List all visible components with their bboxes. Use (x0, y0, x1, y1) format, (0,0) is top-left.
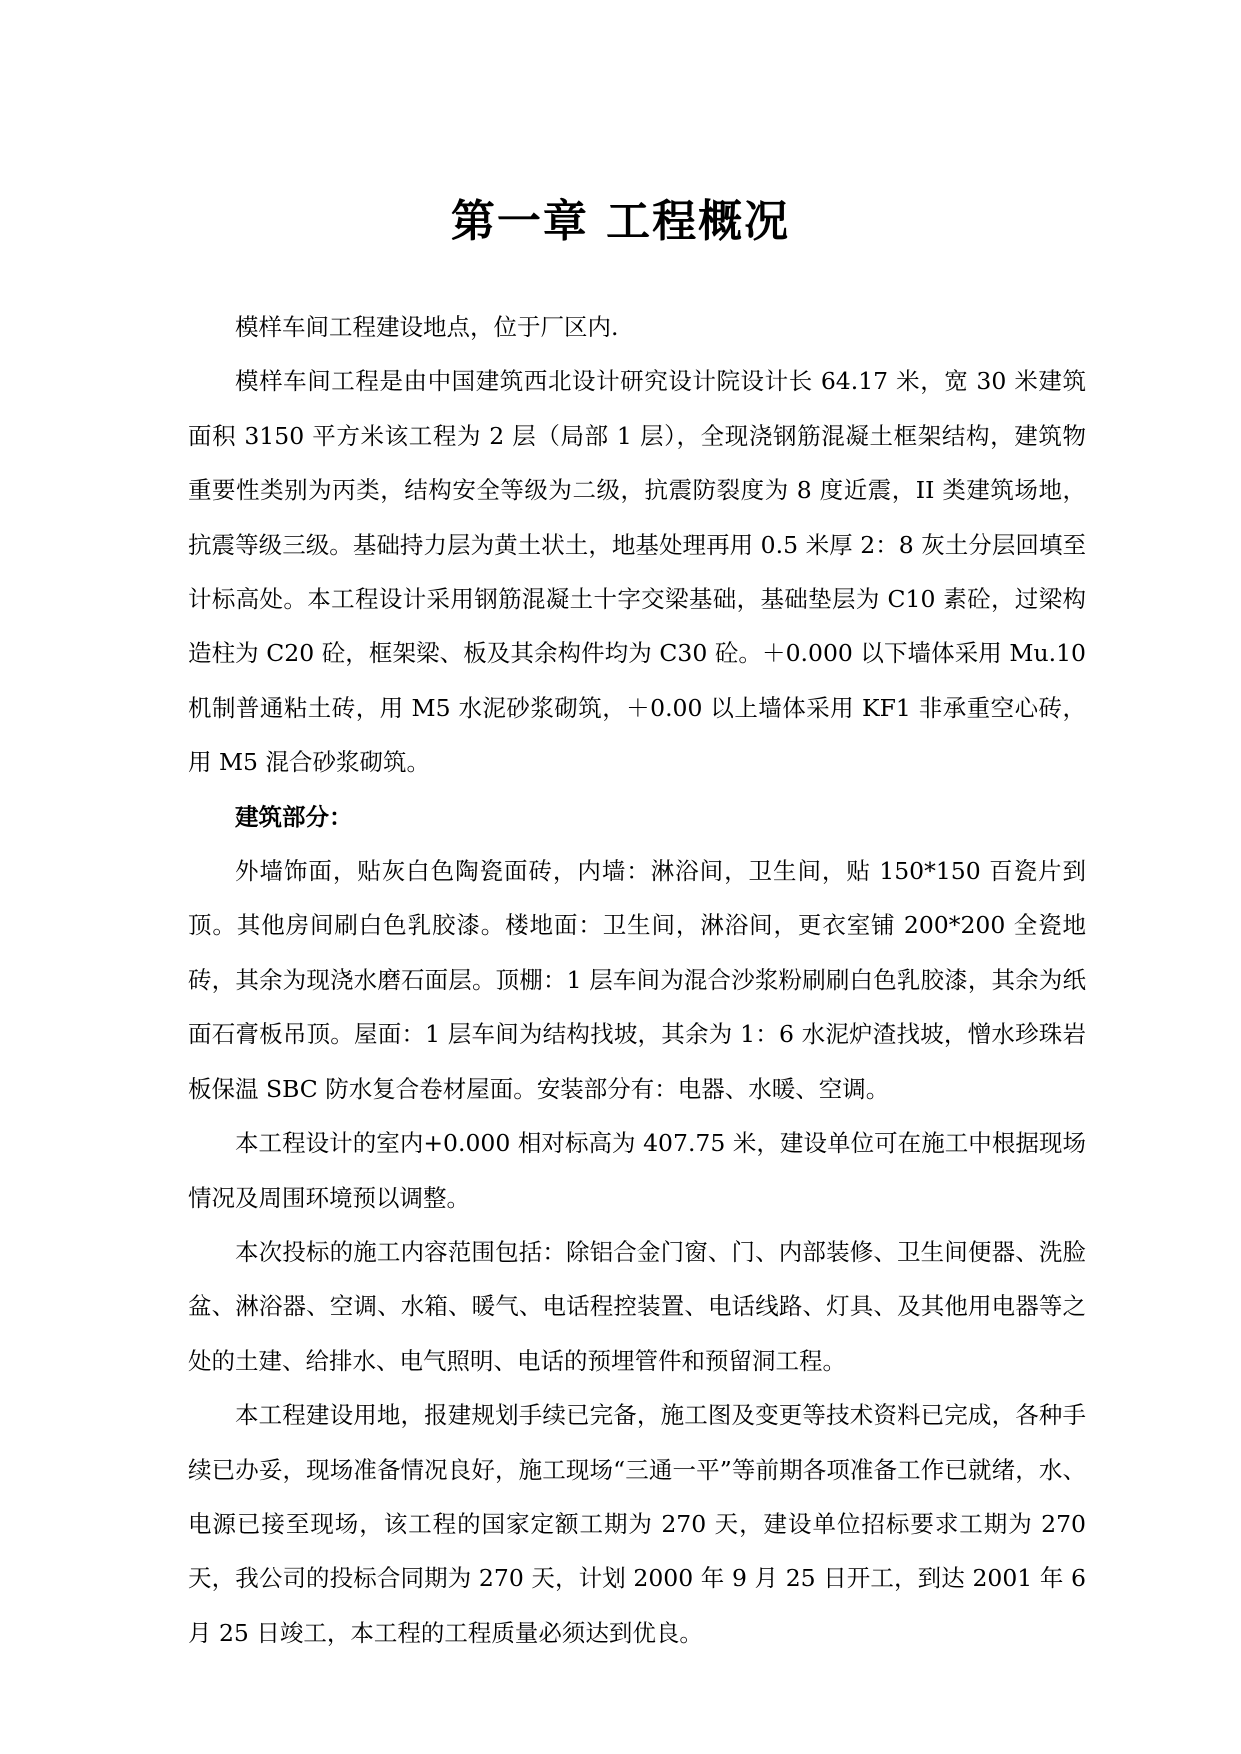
paragraph-finishes: 外墙饰面，贴灰白色陶瓷面砖，内墙：淋浴间，卫生间，贴 150*150 百瓷片到顶。其他房间刷白色乳胶漆。楼地面：卫生间，淋浴间，更衣室铺 200*200 全瓷地砖，其余为现浇水磨石面层。顶棚：1 层车间为混合沙浆粉刷刷白色乳胶漆，其余为纸面石膏板吊顶。屋面：1 层车间为结构找坡，其余为 1：6 水泥炉渣找坡，憎水珍珠岩板保温 SBC 防水复合卷材屋面。安装部分有：电器、水暖、空调。 (188, 857, 1086, 1103)
paragraph-location: 模样车间工程建设地点，位于厂区内. (235, 313, 619, 341)
chapter-title: 第一章 工程概况 (450, 196, 791, 247)
paragraph-structure: 模样车间工程是由中国建筑西北设计研究设计院设计长 64.17 米，宽 30 米建筑面积 3150 平方米该工程为 2 层（局部 1 层），全现浇钢筋混凝土框架结构，建筑物重要性类别为丙类，结构安全等级为二级，抗震防裂度为 8 度近震，II 类建筑场地，抗震等级三级。基础持力层为黄土状土，地基处理再用 0.5 米厚 2：8 灰土分层回填至计标高处。本工程设计采用钢筋混凝土十字交梁基础，基础垫层为 C10 素砼，过梁构造柱为 C20 砼，框架梁、板及其余构件均为 C30 砼。＋0.000 以下墙体采用 Mu.10 机制普通粘土砖，用 M5 水泥砂浆砌筑，＋0.00 以上墙体采用 KF1 非承重空心砖，用 M5 混合砂浆砌筑。 (188, 367, 1086, 777)
section-heading-architecture: 建筑部分： (235, 802, 353, 831)
document-body (188, 300, 1086, 1660)
paragraph-elevation: 本工程设计的室内+0.000 相对标高为 407.75 米，建设单位可在施工中根据现场情况及周围环境预以调整。 (188, 1129, 1086, 1212)
paragraph-scope: 本次投标的施工内容范围包括：除铝合金门窗、门、内部装修、卫生间便器、洗脸盆、淋浴器、空调、水箱、暖气、电话程控装置、电话线路、灯具、及其他用电器等之处的土建、给排水、电气照明、电话的预埋管件和预留洞工程。 (188, 1237, 1086, 1375)
paragraph-schedule: 本工程建设用地，报建规划手续已完备，施工图及变更等技术资料已完成，各种手续已办妥，现场准备情况良好，施工现场“三通一平”等前期各项准备工作已就绪，水、电源已接至现场，该工程的国家定额工期为 270 天，建设单位招标要求工期为 270 天，我公司的投标合同期为 270 天，计划 2000 年 9 月 25 日开工，到达 2001 年 6 月 25 日竣工，本工程的工程质量必须达到优良。 (188, 1401, 1086, 1647)
